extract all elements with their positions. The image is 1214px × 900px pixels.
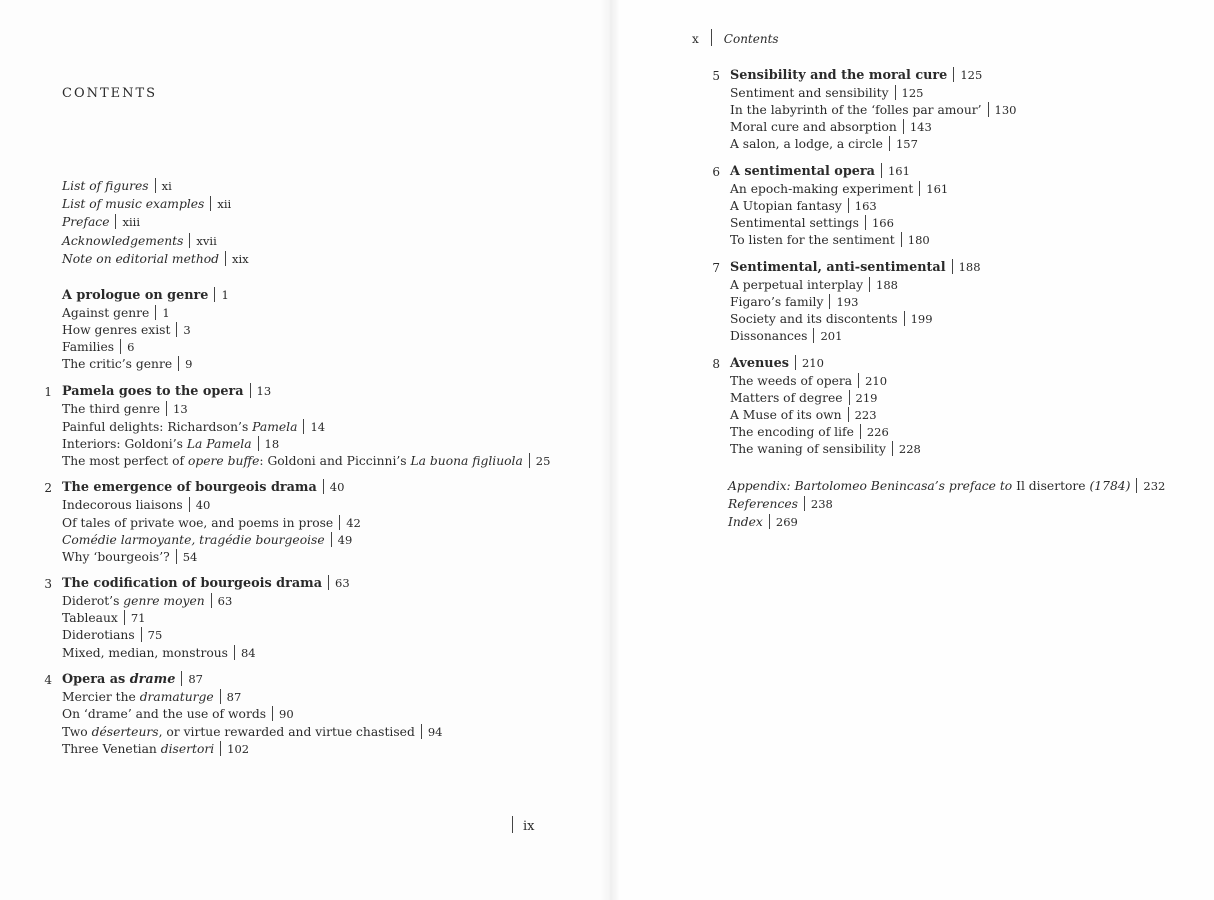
toc-section: Tableaux 71 bbox=[62, 611, 146, 625]
chapter-number: 7 bbox=[712, 261, 720, 275]
toc-section: The weeds of opera 210 bbox=[730, 374, 888, 388]
toc-entry: Appendix: Bartolomeo Benincasa’s preface to Il disertore (1784) 232 bbox=[728, 479, 1166, 493]
toc-chapter-title: Sentimental, anti-sentimental 188 bbox=[730, 260, 981, 275]
toc-section: Interiors: Goldoni’s La Pamela 18 bbox=[62, 437, 280, 451]
toc-entry: Index 269 bbox=[728, 515, 798, 529]
toc-section: Mercier the dramaturge 87 bbox=[62, 690, 242, 704]
toc-section: An epoch-making experiment 161 bbox=[730, 182, 949, 196]
chapter-number: 8 bbox=[712, 357, 720, 371]
toc-section: In the labyrinth of the ‘folles par amour’ 130 bbox=[730, 103, 1017, 117]
toc-section: Matters of degree 219 bbox=[730, 391, 878, 405]
page-number: x bbox=[692, 32, 699, 46]
book-gutter bbox=[600, 0, 620, 900]
page-number: ix bbox=[512, 816, 535, 834]
toc-section: Sentimental settings 166 bbox=[730, 216, 894, 230]
toc-entry: Note on editorial method xix bbox=[62, 252, 249, 266]
toc-chapter-title: Opera as drame 87 bbox=[62, 672, 203, 687]
running-head bbox=[692, 29, 779, 46]
toc-section: Three Venetian disertori 102 bbox=[62, 742, 250, 756]
toc-chapter-title: Sensibility and the moral cure 125 bbox=[730, 68, 983, 83]
toc-entry: List of music examples xii bbox=[62, 197, 232, 211]
toc-section: How genres exist 3 bbox=[62, 323, 191, 337]
toc-section: Families 6 bbox=[62, 340, 135, 354]
contents-heading: CONTENTS bbox=[62, 86, 158, 101]
toc-section: Comédie larmoyante, tragédie bourgeoise 49 bbox=[62, 533, 353, 547]
toc-section: A salon, a lodge, a circle 157 bbox=[730, 137, 918, 151]
toc-section: Diderotians 75 bbox=[62, 628, 163, 642]
toc-section: Diderot’s genre moyen 63 bbox=[62, 594, 233, 608]
chapter-number: 6 bbox=[712, 165, 720, 179]
toc-section: To listen for the sentiment 180 bbox=[730, 233, 930, 247]
toc-section: A Utopian fantasy 163 bbox=[730, 199, 877, 213]
toc-chapter-title: The codification of bourgeois drama 63 bbox=[62, 576, 350, 591]
toc-section: Two déserteurs, or virtue rewarded and virtue chastised 94 bbox=[62, 725, 443, 739]
chapter-number: 2 bbox=[44, 481, 52, 495]
toc-entry: Preface xiii bbox=[62, 215, 141, 229]
toc-section: Why ‘bourgeois’? 54 bbox=[62, 550, 198, 564]
toc-section: Painful delights: Richardson’s Pamela 14 bbox=[62, 420, 326, 434]
toc-entry: List of figures xi bbox=[62, 179, 172, 193]
toc-entry: References 238 bbox=[728, 497, 833, 511]
toc-chapter-title: Avenues 210 bbox=[730, 356, 824, 371]
toc-section: Mixed, median, monstrous 84 bbox=[62, 646, 256, 660]
toc-chapter-title: Pamela goes to the opera 13 bbox=[62, 384, 272, 399]
toc-section: Indecorous liaisons 40 bbox=[62, 498, 211, 512]
toc-chapter-title: A sentimental opera 161 bbox=[730, 164, 910, 179]
toc-section: Of tales of private woe, and poems in prose 42 bbox=[62, 516, 361, 530]
toc-chapter-title: A prologue on genre 1 bbox=[62, 288, 229, 303]
toc-chapter-title: The emergence of bourgeois drama 40 bbox=[62, 480, 345, 495]
chapter-number: 1 bbox=[44, 385, 52, 399]
running-head-title: Contents bbox=[723, 32, 779, 46]
toc-entry: Acknowledgements xvii bbox=[62, 234, 217, 248]
toc-section: Moral cure and absorption 143 bbox=[730, 120, 932, 134]
toc-section: Society and its discontents 199 bbox=[730, 312, 933, 326]
toc-section: Figaro’s family 193 bbox=[730, 295, 859, 309]
toc-section: On ‘drame’ and the use of words 90 bbox=[62, 707, 294, 721]
toc-section: A perpetual interplay 188 bbox=[730, 278, 898, 292]
toc-section: The encoding of life 226 bbox=[730, 425, 889, 439]
toc-section: The most perfect of opere buffe: Goldoni and Piccinni’s La buona figliuola 25 bbox=[62, 454, 551, 468]
toc-section: The third genre 13 bbox=[62, 402, 188, 416]
toc-section: A Muse of its own 223 bbox=[730, 408, 877, 422]
chapter-number: 4 bbox=[44, 673, 52, 687]
toc-section: The waning of sensibility 228 bbox=[730, 442, 921, 456]
chapter-number: 5 bbox=[712, 69, 720, 83]
chapter-number: 3 bbox=[44, 577, 52, 591]
toc-section: Sentiment and sensibility 125 bbox=[730, 86, 924, 100]
toc-section: Dissonances 201 bbox=[730, 329, 843, 343]
toc-section: The critic’s genre 9 bbox=[62, 357, 193, 371]
toc-section: Against genre 1 bbox=[62, 306, 170, 320]
